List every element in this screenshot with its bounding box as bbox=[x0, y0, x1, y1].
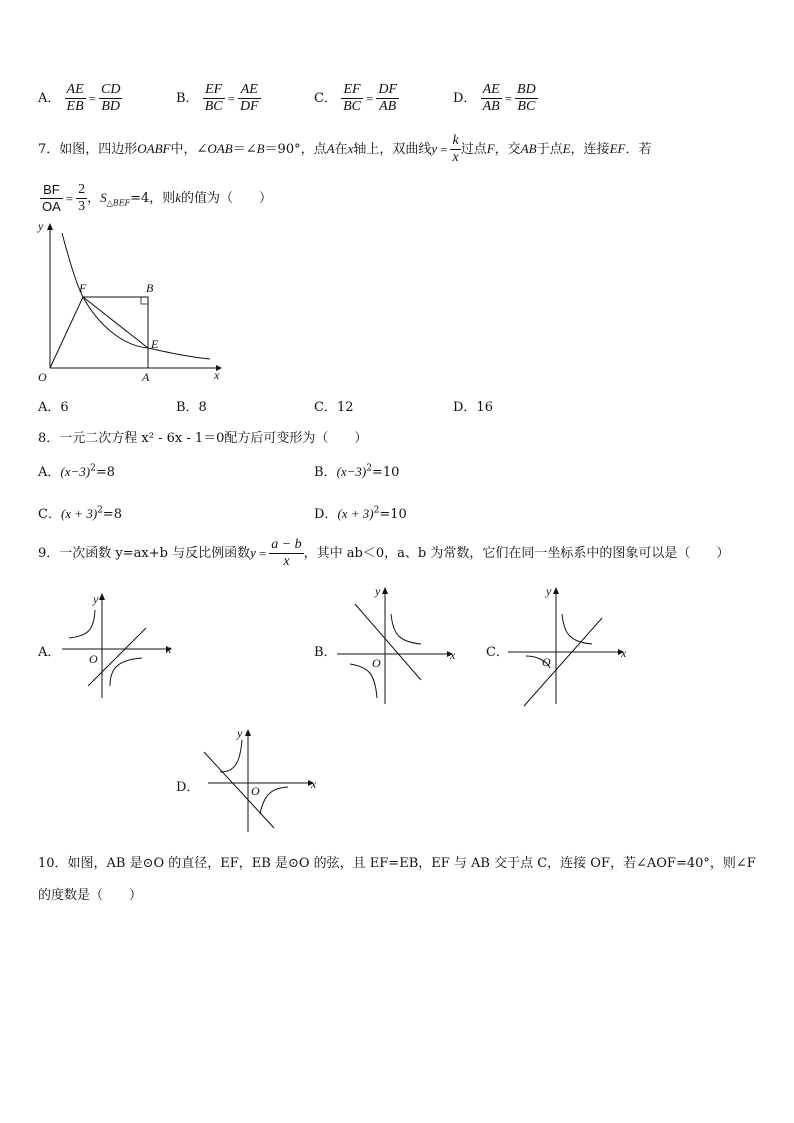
svg-text:y: y bbox=[93, 592, 99, 606]
q9-option-a-label[interactable]: A． bbox=[38, 645, 61, 660]
q9-option-c-label[interactable]: C． bbox=[486, 645, 509, 660]
q7-label-x: x bbox=[214, 368, 220, 382]
q7-option-d[interactable]: D．16 bbox=[453, 400, 493, 415]
q9-graph-c[interactable] bbox=[506, 582, 631, 707]
q8-option-a[interactable]: A．$(x-3)^2=8$ bbox=[38, 463, 115, 480]
q7-option-a[interactable]: A．6 bbox=[38, 400, 69, 415]
svg-text:y: y bbox=[375, 584, 381, 598]
q7-condition: $\frac{BF}{OA}$ = $\frac{2}{3}$ ，$S_{\triangle BEF}=4$，则k的值为（ ） bbox=[42, 182, 273, 214]
svg-text:O: O bbox=[372, 656, 381, 670]
q7-option-b[interactable]: B．8 bbox=[176, 400, 207, 415]
svg-text:y: y bbox=[546, 584, 552, 598]
q7-label-y: y bbox=[38, 219, 44, 233]
q7-label-b: B bbox=[146, 281, 154, 295]
svg-text:O: O bbox=[542, 655, 551, 669]
q7-figure bbox=[30, 218, 230, 388]
q7-k-over-x: $\frac{k}{x}$ bbox=[452, 133, 459, 165]
svg-text:O: O bbox=[251, 784, 260, 798]
q8-option-d[interactable]: D．$(x + 3)^2=10$ bbox=[314, 505, 407, 522]
q10-stem-line2: 的度数是（ ） bbox=[38, 888, 143, 903]
svg-text:x: x bbox=[166, 642, 172, 656]
svg-text:y: y bbox=[237, 726, 243, 740]
q9-graph-d[interactable] bbox=[200, 722, 325, 834]
q9-graph-b[interactable] bbox=[335, 582, 460, 707]
q7-label-e: E bbox=[151, 337, 159, 351]
q9-stem: 9．一次函数 y=ax+b 与反比例函数y = $\frac{a - b}{x}$ ，其中 ab＜0，a、b 为常数，它们在同一坐标系中的图象可以是（ ） bbox=[38, 537, 730, 569]
svg-text:O: O bbox=[89, 652, 98, 666]
q9-graph-a[interactable] bbox=[60, 590, 180, 700]
q7-label-a: A bbox=[142, 370, 150, 384]
q7-bf-over-oa: $\frac{BF}{OA}$ bbox=[42, 182, 61, 214]
svg-text:x: x bbox=[621, 646, 627, 660]
svg-text:x: x bbox=[311, 777, 317, 791]
svg-text:x: x bbox=[450, 648, 456, 662]
q6-option-b[interactable]: B． $\frac{EF}{BC}$ = $\frac{AE}{DF}$ bbox=[176, 82, 259, 114]
q6-option-c[interactable]: C． $\frac{EF}{BC}$ = $\frac{DF}{AB}$ bbox=[314, 82, 397, 114]
q9-option-b-label[interactable]: B． bbox=[314, 645, 337, 660]
q8-option-b[interactable]: B．$(x-3)^2=10$ bbox=[314, 463, 400, 480]
q7-label-f: F bbox=[79, 281, 87, 295]
q7-option-c[interactable]: C．12 bbox=[314, 400, 354, 415]
q6-option-a[interactable]: A． $\frac{AE}{EB}$ = $\frac{CD}{BD}$ bbox=[38, 82, 121, 114]
q9-fraction: $\frac{a - b}{x}$ bbox=[271, 537, 302, 569]
q8-option-c[interactable]: C．$(x + 3)^2=8$ bbox=[38, 505, 123, 522]
q9-option-d-label[interactable]: D． bbox=[176, 780, 200, 795]
q8-stem: 8．一元二次方程 x² - 6x - 1＝0配方后可变形为（ ） bbox=[38, 431, 368, 446]
q7-stem: 7．如图，四边形OABF中，∠OAB＝∠B＝90°，点A在x轴上，双曲线y = $\frac{k}{x}$ 过点F，交AB于点E，连接EF．若 bbox=[38, 133, 652, 165]
q6-option-d[interactable]: D． $\frac{AE}{AB}$ = $\frac{BD}{BC}$ bbox=[453, 82, 536, 114]
q10-stem-line1: 10．如图，AB 是⊙O 的直径，EF，EB 是⊙O 的弦，且 EF=EB，EF 与 AB 交于点 C，连接 OF，若∠AOF=40°，则∠F bbox=[38, 856, 756, 871]
q7-label-o: O bbox=[38, 370, 47, 384]
